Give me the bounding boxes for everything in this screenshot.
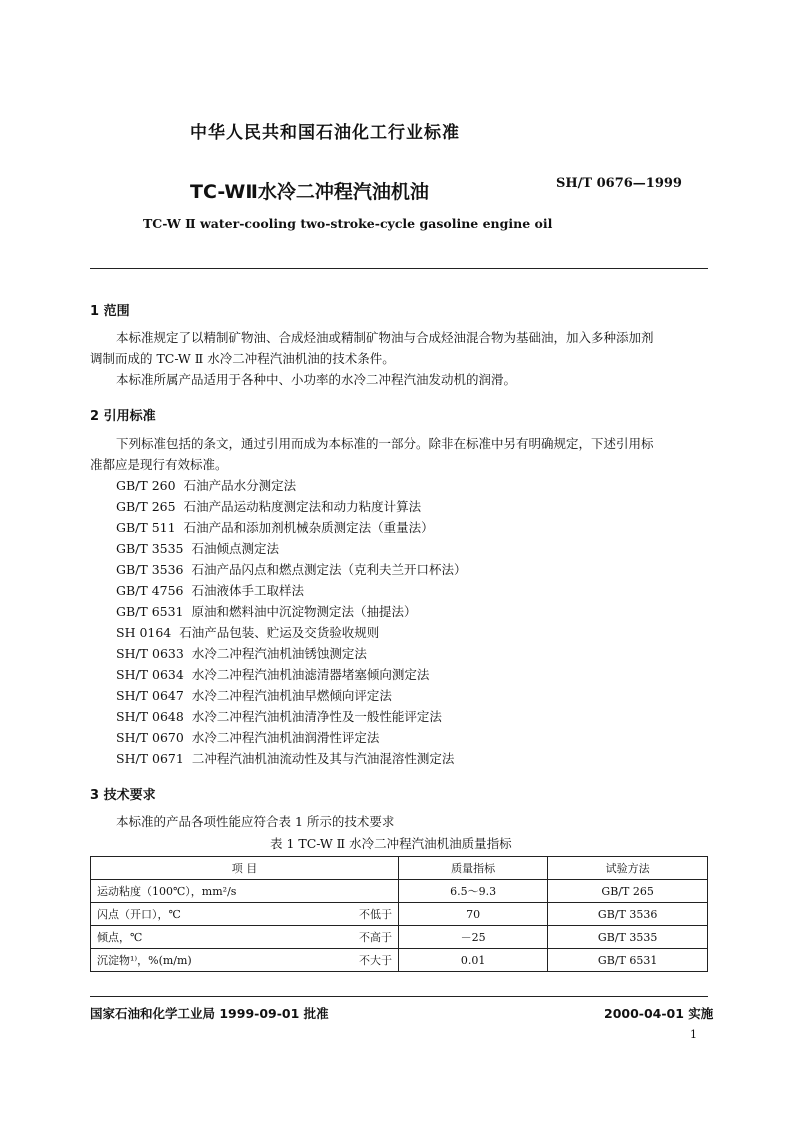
section-2-heading: 2 引用标准 xyxy=(90,409,156,424)
reference-item: GB/T 6531 原油和燃料油中沉淀物测定法（抽提法） xyxy=(116,604,417,619)
reference-item: GB/T 265 石油产品运动粘度测定法和动力粘度计算法 xyxy=(116,499,422,514)
document-title-en: TC-W Ⅱ water-cooling two-stroke-cycle gasoline engine oil xyxy=(143,216,553,231)
section-3-para: 本标准的产品各项性能应符合表 1 所示的技术要求 xyxy=(116,814,395,829)
column-header-method: 试验方法 xyxy=(548,857,708,880)
row-item: 沉淀物¹⁾，%(m/m) xyxy=(91,949,313,972)
reference-item: GB/T 4756 石油液体手工取样法 xyxy=(116,583,305,598)
column-header-item: 项 目 xyxy=(91,857,399,880)
row-method: GB/T 3536 xyxy=(548,903,708,926)
reference-item: SH/T 0633 水冷二冲程汽油机油锈蚀测定法 xyxy=(116,646,367,661)
table-row xyxy=(91,880,708,903)
row-item: 运动粘度（100℃），mm²/s xyxy=(91,880,313,903)
header-divider xyxy=(90,268,708,269)
row-item: 闪点（开口），℃ xyxy=(91,903,313,926)
issuing-standard-category: 中华人民共和国石油化工行业标准 xyxy=(190,123,460,143)
table-row xyxy=(91,926,708,949)
document-title-cn: TC-WⅡ水冷二冲程汽油机油 xyxy=(190,181,429,203)
table-caption: 表 1 TC-W Ⅱ 水冷二冲程汽油机油质量指标 xyxy=(270,836,512,851)
row-method: GB/T 3535 xyxy=(548,926,708,949)
section-2-para-line-1: 下列标准包括的条文，通过引用而成为本标准的一部分。除非在标准中另有明确规定，下述引用标 xyxy=(116,436,654,451)
section-2-para-line-2: 准都应是现行有效标准。 xyxy=(90,457,228,472)
section-3-heading: 3 技术要求 xyxy=(90,788,156,803)
row-limit xyxy=(312,880,398,903)
row-method: GB/T 6531 xyxy=(548,949,708,972)
section-1-para-1-line-2: 调制而成的 TC-W Ⅱ 水冷二冲程汽油机油的技术条件。 xyxy=(90,351,395,366)
table-row xyxy=(91,903,708,926)
row-value: －25 xyxy=(398,926,547,949)
row-limit: 不低于 xyxy=(312,903,398,926)
row-value: 70 xyxy=(398,903,547,926)
effective-date: 2000-04-01 实施 xyxy=(604,1006,714,1021)
section-1-heading: 1 范围 xyxy=(90,304,130,319)
reference-item: SH 0164 石油产品包装、贮运及交货验收规则 xyxy=(116,625,380,640)
row-value: 0.01 xyxy=(398,949,547,972)
approval-date: 国家石油和化学工业局 1999-09-01 批准 xyxy=(90,1006,329,1021)
reference-item: SH/T 0634 水冷二冲程汽油机油滤清器堵塞倾向测定法 xyxy=(116,667,430,682)
reference-item: GB/T 511 石油产品和添加剂机械杂质测定法（重量法） xyxy=(116,520,434,535)
row-limit: 不高于 xyxy=(312,926,398,949)
reference-item: SH/T 0670 水冷二冲程汽油机油润滑性评定法 xyxy=(116,730,380,745)
section-1-para-2: 本标准所属产品适用于各种中、小功率的水冷二冲程汽油发动机的润滑。 xyxy=(116,372,517,387)
row-limit: 不大于 xyxy=(312,949,398,972)
reference-item: SH/T 0671 二冲程汽油机油流动性及其与汽油混溶性测定法 xyxy=(116,751,455,766)
section-1-para-1-line-1: 本标准规定了以精制矿物油、合成烃油或精制矿物油与合成烃油混合物为基础油，加入多种添加剂 xyxy=(116,330,654,345)
table-row xyxy=(91,949,708,972)
footer-divider xyxy=(90,996,708,997)
table-header-row xyxy=(91,857,708,880)
column-header-value: 质量指标 xyxy=(398,857,547,880)
reference-item: GB/T 3536 石油产品闪点和燃点测定法（克利夫兰开口杯法） xyxy=(116,562,467,577)
quality-spec-table xyxy=(90,856,708,972)
row-method: GB/T 265 xyxy=(548,880,708,903)
page-number: 1 xyxy=(690,1028,697,1041)
reference-item: GB/T 260 石油产品水分测定法 xyxy=(116,478,297,493)
row-item: 倾点，℃ xyxy=(91,926,313,949)
row-value: 6.5～9.3 xyxy=(398,880,547,903)
reference-item: SH/T 0648 水冷二冲程汽油机油清净性及一般性能评定法 xyxy=(116,709,442,724)
standard-number: SH/T 0676—1999 xyxy=(556,176,682,191)
reference-item: SH/T 0647 水冷二冲程汽油机油早燃倾向评定法 xyxy=(116,688,392,703)
reference-item: GB/T 3535 石油倾点测定法 xyxy=(116,541,280,556)
